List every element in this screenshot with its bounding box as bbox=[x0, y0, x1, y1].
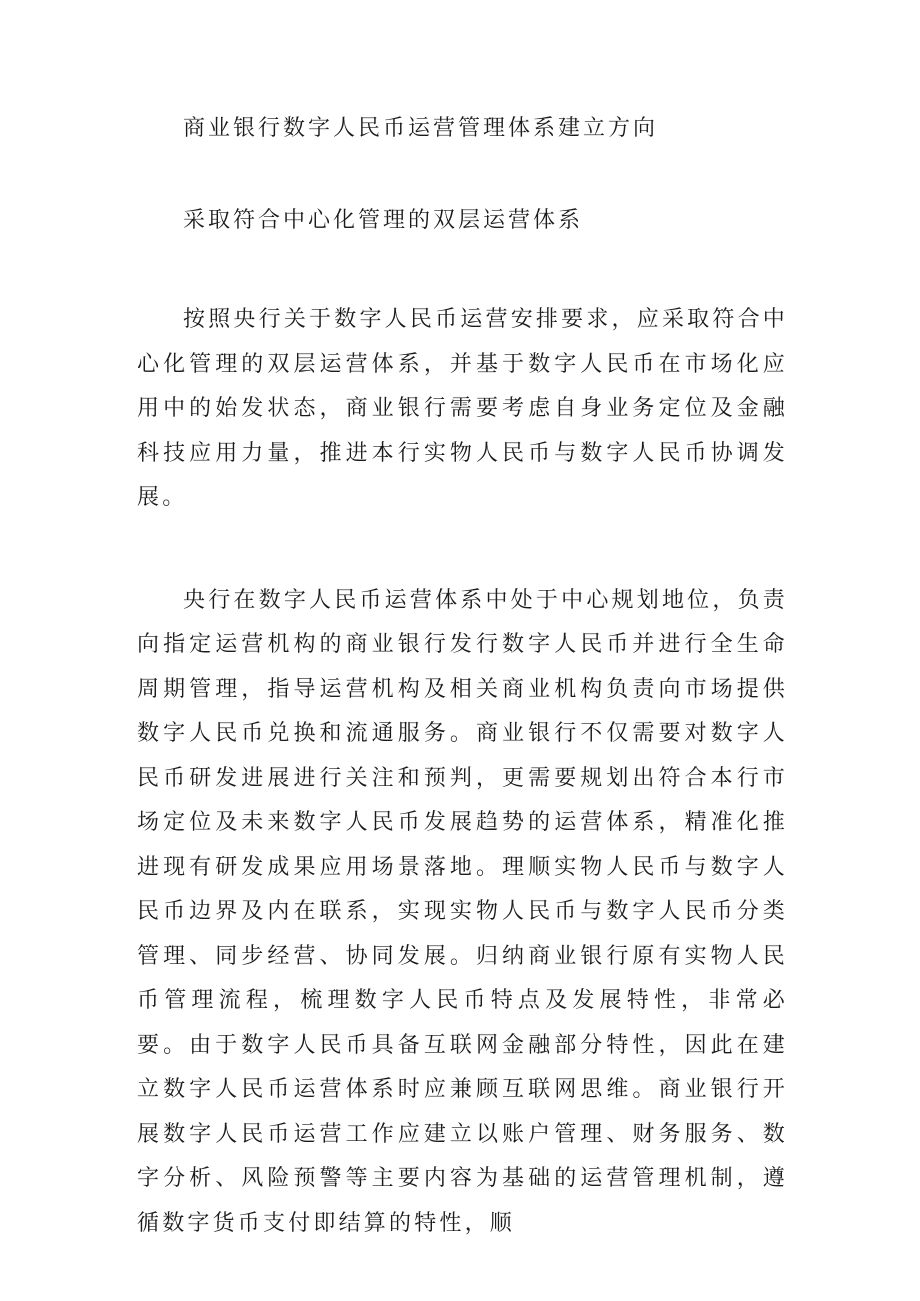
section-heading: 采取符合中心化管理的双层运营体系 bbox=[183, 208, 584, 233]
paragraph-2: 央行在数字人民币运营体系中处于中心规划地位，负责向指定运营机构的商业银行发行数字人民币并进行全生命周期管理，指导运营机构及相关商业机构负责向市场提供数字人民币兑换和流通服务。商业银行不仅需要对数字人民币研发进展进行关注和预判，更需要规划出符合本行市场定位及未来数字人民币发展趋势的运营体系，精准化推进现有研发成果应用场景落地。理顺实物人民币与数字人民币边界及内在联系，实现实物人民币与数字人民币分类管理、同步经营、协同发展。归纳商业银行原有实物人民币管理流程，梳理数字人民币特点及发展特性，非常必要。由于数字人民币具备互联网金融部分特性，因此在建立数字人民币运营体系时应兼顾互联网思维。商业银行开展数字人民币运营工作应建立以账户管理、财务服务、数字分析、风险预警等主要内容为基础的运营管理机制，遵循数字货币支付即结算的特性，顺 bbox=[137, 587, 788, 1236]
paragraph-1: 按照央行关于数字人民币运营安排要求，应采取符合中心化管理的双层运营体系，并基于数字人民币在市场化应用中的始发状态，商业银行需要考虑自身业务定位及金融科技应用力量，推进本行实物人民币与数字人民币协调发展。 bbox=[137, 307, 788, 510]
document-title: 商业银行数字人民币运营管理体系建立方向 bbox=[183, 116, 659, 141]
